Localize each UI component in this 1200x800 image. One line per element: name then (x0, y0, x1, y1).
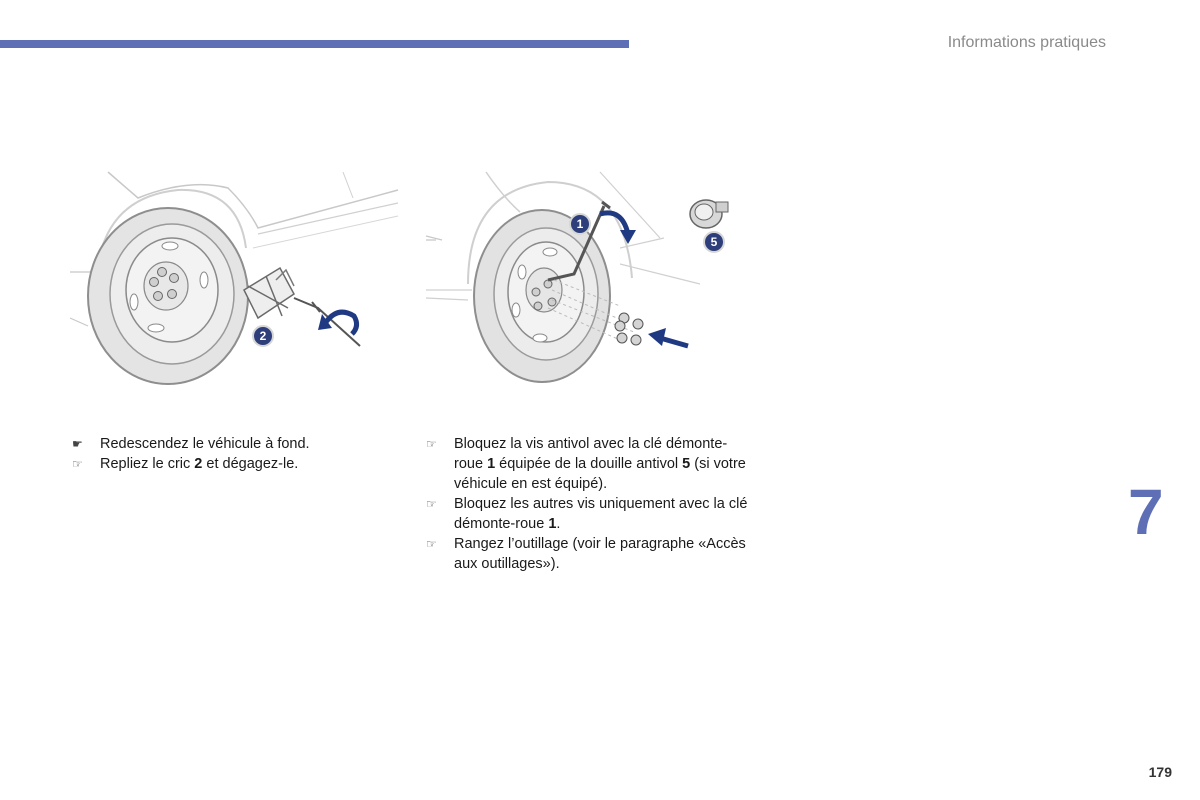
pointing-hand-icon: ☞ (426, 437, 437, 451)
instruction-item: ☞ Rangez l’outillage (voir le paragraphe «Accès aux outillages»). (426, 536, 746, 572)
instructions-right (426, 434, 750, 574)
header-accent-bar (0, 40, 629, 48)
figure-wheel-jack (68, 168, 400, 390)
figure-wheel-wrench (424, 168, 744, 390)
antitheft-socket-icon (690, 200, 728, 228)
instruction-item: ☞ Bloquez les autres vis uniquement avec la clé démonte-roue 1. (426, 496, 748, 532)
pointing-hand-icon: ☞ (426, 537, 437, 551)
instruction-item: ☞ Bloquez la vis antivol avec la clé démonte-roue 1 équipée de la douille antivol 5 (si votre véhicule en est équipé). (426, 436, 746, 492)
instruction-item: ☛ Redescendez le véhicule à fond. (72, 436, 310, 452)
section-title: Informations pratiques (947, 34, 1106, 51)
callout-2-label: 2 (259, 329, 267, 343)
chapter-number: 7 (1128, 476, 1164, 548)
instructions-left (72, 434, 392, 474)
pointing-hand-icon: ☞ (426, 497, 437, 511)
pointing-hand-icon: ☞ (72, 457, 83, 471)
pointing-hand-icon: ☛ (72, 437, 83, 451)
page-number: 179 (1148, 764, 1172, 780)
callout-1-label: 1 (576, 217, 584, 231)
wheel-jack-illustration (68, 168, 400, 390)
callout-5-label: 5 (710, 235, 718, 249)
wheel-wrench-illustration (424, 168, 744, 390)
instruction-item: ☞ Repliez le cric 2 et dégagez-le. (72, 456, 299, 472)
